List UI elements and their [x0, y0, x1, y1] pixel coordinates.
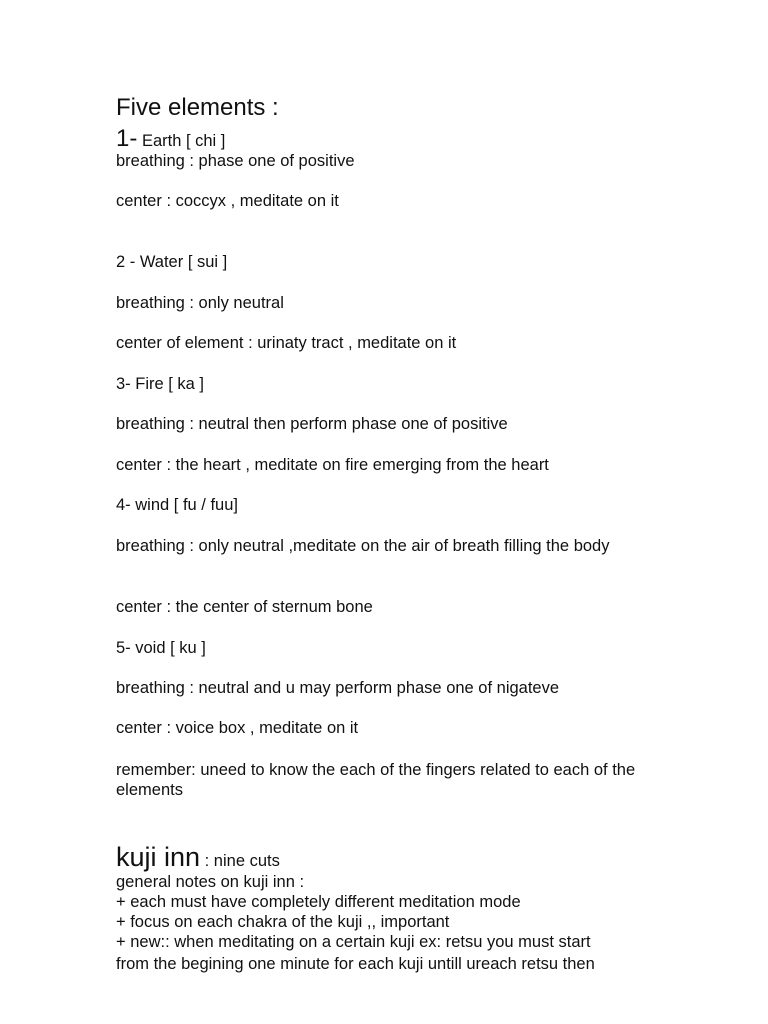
fire-heading: 3- Fire [ ka ] [116, 375, 205, 393]
void-breathing: breathing : neutral and u may perform phase one of nigateve [116, 679, 560, 697]
wind-breathing: breathing : only neutral ,meditate on the air of breath filling the body [116, 537, 610, 555]
kuji-title: kuji inn [116, 842, 201, 872]
wind-center: center : the center of sternum bone [116, 598, 373, 616]
fire-breathing: breathing : neutral then perform phase one of positive [116, 415, 508, 433]
kuji-note-3: + new:: when meditating on a certain kuji ex: retsu you must start [116, 933, 591, 951]
wind-heading: 4- wind [ fu / fuu] [116, 496, 238, 514]
remember-note: remember: uneed to know the each of the fingers related to each of the elements [116, 761, 636, 799]
section-title-five-elements: Five elements : [116, 94, 279, 121]
earth-center: center : coccyx , meditate on it [116, 192, 339, 210]
void-center: center : voice box , meditate on it [116, 719, 359, 737]
kuji-note-2: + focus on each chakra of the kuji ,, important [116, 913, 450, 931]
water-breathing: breathing : only neutral [116, 294, 284, 312]
kuji-heading [116, 842, 280, 872]
kuji-subtitle: : nine cuts [200, 852, 280, 870]
water-center: center of element : urinaty tract , meditate on it [116, 334, 457, 352]
earth-heading [116, 125, 225, 153]
kuji-note-4: from the begining one minute for each kuji untill ureach retsu then [116, 955, 595, 973]
fire-center: center : the heart , meditate on fire emerging from the heart [116, 456, 549, 474]
kuji-notes-heading: general notes on kuji inn : [116, 873, 305, 891]
void-heading: 5- void [ ku ] [116, 639, 206, 657]
earth-breathing: breathing : phase one of positive [116, 152, 355, 170]
kuji-note-1: + each must have completely different meditation mode [116, 893, 521, 911]
water-heading: 2 - Water [ sui ] [116, 253, 228, 271]
earth-number: 1- [116, 125, 138, 152]
earth-label: Earth [ chi ] [141, 132, 226, 150]
